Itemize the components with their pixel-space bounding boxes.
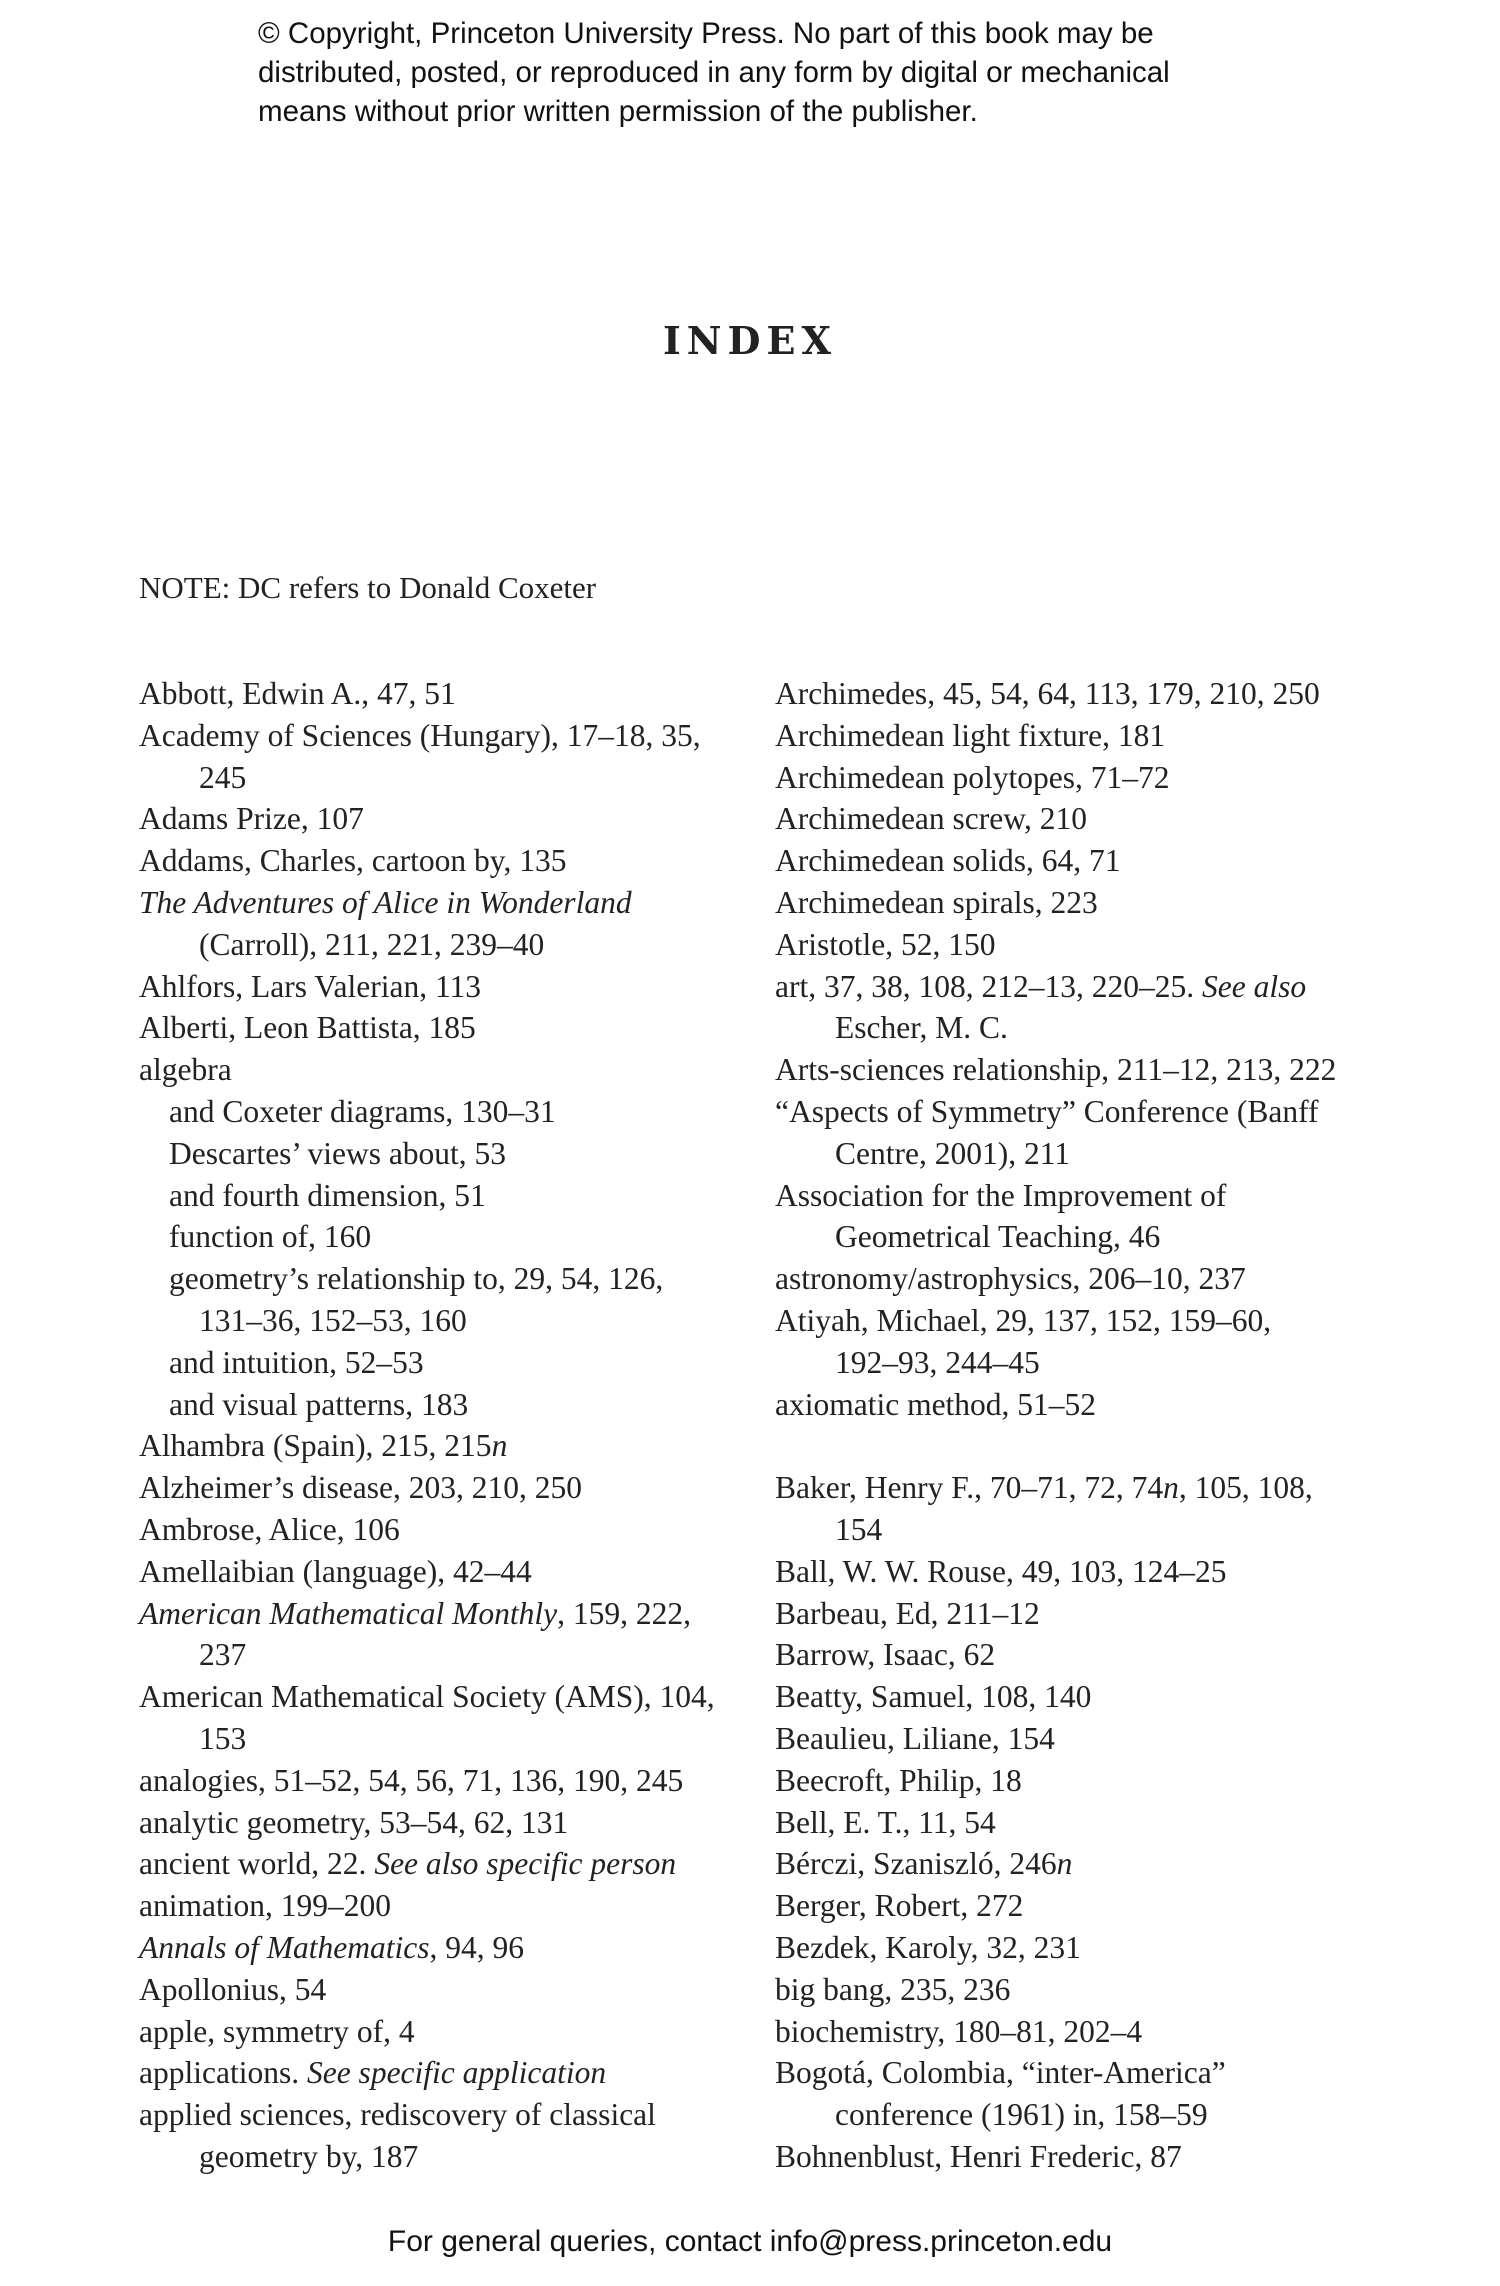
copyright-notice: [258, 14, 1358, 131]
index-entry: [775, 1175, 1415, 1217]
index-entry-text: Arts-sciences relationship, 211–12, 213, 222: [775, 1052, 1337, 1088]
index-entry: [775, 1802, 1415, 1844]
index-entry-text: Barbeau, Ed, 211–12: [775, 1595, 1040, 1631]
index-entry: [775, 1007, 1415, 1049]
index-entry-text: (Carroll), 211, 221, 239–40: [199, 926, 545, 962]
index-entry: [775, 673, 1415, 715]
index-entry-text: big bang, 235, 236: [775, 1971, 1011, 2007]
index-entry-text: applied sciences, rediscovery of classical: [139, 2097, 656, 2133]
index-entry-text: function of, 160: [169, 1219, 372, 1255]
index-entry: [139, 1049, 739, 1091]
index-entry-text: Archimedean solids, 64, 71: [775, 843, 1121, 879]
index-entry: [139, 1718, 739, 1760]
index-entry-text: axiomatic method, 51–52: [775, 1386, 1097, 1422]
index-entry: [775, 1634, 1415, 1676]
index-entry-text: Aristotle, 52, 150: [775, 926, 996, 962]
index-entry: [139, 1927, 739, 1969]
index-entry: [139, 798, 739, 840]
index-entry: [139, 1175, 739, 1217]
index-entry-italic-text: n: [491, 1428, 508, 1464]
index-entry-text: American Mathematical Society (AMS), 104,: [139, 1679, 715, 1715]
index-entry: [775, 1843, 1415, 1885]
index-entry: [139, 966, 739, 1008]
index-entry-text: Baker, Henry F., 70–71, 72, 74: [775, 1470, 1164, 1506]
index-entry: [775, 715, 1415, 757]
index-entry-text: Archimedean spirals, 223: [775, 884, 1098, 920]
index-entry-italic-text: n: [1056, 1846, 1073, 1882]
index-entry-text: Alhambra (Spain), 215, 215: [139, 1428, 492, 1464]
footer-contact: For general queries, contact info@press.princeton.edu: [387, 2225, 1113, 2258]
index-entry-text: Archimedean polytopes, 71–72: [775, 759, 1170, 795]
index-entry-text: Berger, Robert, 272: [775, 1888, 1024, 1924]
index-entry-text: and fourth dimension, 51: [169, 1177, 486, 1213]
index-entry-text: Adams Prize, 107: [139, 801, 364, 837]
index-entry-text: astronomy/astrophysics, 206–10, 237: [775, 1261, 1246, 1297]
index-entry: [139, 924, 739, 966]
index-entry: [139, 715, 739, 757]
index-entry-text: Abbott, Edwin A., 47, 51: [139, 676, 456, 711]
index-entry: [139, 2052, 739, 2094]
index-entry: [775, 840, 1415, 882]
index-entry: [139, 1885, 739, 1927]
page-title: INDEX: [663, 318, 837, 363]
index-entry: [139, 673, 739, 715]
index-entry-text: art, 37, 38, 108, 212–13, 220–25.: [775, 968, 1202, 1004]
index-entry-text: biochemistry, 180–81, 202–4: [775, 2013, 1143, 2049]
index-entry-text: Ball, W. W. Rouse, 49, 103, 124–25: [775, 1553, 1227, 1589]
index-entry: [139, 1551, 739, 1593]
index-entry-text: Bogotá, Colombia, “inter-America”: [775, 2055, 1226, 2091]
index-entry: [775, 2136, 1415, 2178]
index-entry: [775, 2011, 1415, 2053]
index-entry: [775, 1091, 1415, 1133]
index-entry-text: “Aspects of Symmetry” Conference (Banff: [775, 1093, 1319, 1129]
index-entry: [775, 1342, 1415, 1384]
index-column-right: [775, 673, 1415, 2178]
index-entry-text: Archimedean screw, 210: [775, 801, 1087, 837]
index-entry: [775, 2094, 1415, 2136]
index-entry-text: , 159, 222,: [557, 1595, 692, 1631]
index-entry: [139, 1676, 739, 1718]
index-entry: [139, 2011, 739, 2053]
index-entry: [139, 1634, 739, 1676]
index-entry: [775, 966, 1415, 1008]
index-entry: [139, 1425, 739, 1467]
index-entry-text: Alzheimer’s disease, 203, 210, 250: [139, 1470, 582, 1506]
index-entry: [139, 2094, 739, 2136]
index-entry-text: Bezdek, Karoly, 32, 231: [775, 1929, 1081, 1965]
index-entry-italic-text: See also specific person: [374, 1846, 677, 1882]
index-entry: [139, 1467, 739, 1509]
index-entry-text: , 105, 108,: [1178, 1470, 1313, 1506]
index-entry: [139, 1509, 739, 1551]
index-entry-italic-text: Annals of Mathematics: [139, 1929, 430, 1965]
index-entry-text: and visual patterns, 183: [169, 1386, 469, 1422]
index-note: NOTE: DC refers to Donald Coxeter: [139, 570, 597, 605]
index-entry-text: Association for the Improvement of: [775, 1177, 1227, 1213]
index-entry-text: geometry’s relationship to, 29, 54, 126,: [169, 1261, 664, 1297]
index-entry: [139, 882, 739, 924]
index-entry: [775, 1300, 1415, 1342]
index-entry: [775, 1467, 1415, 1509]
index-entry: [139, 757, 739, 799]
index-entry: [139, 1091, 739, 1133]
index-entry-text: Archimedean light fixture, 181: [775, 717, 1166, 753]
index-entry-text: 154: [835, 1511, 883, 1547]
index-entry-text: 245: [199, 759, 247, 795]
index-entry: [775, 1760, 1415, 1802]
index-entry: [775, 1509, 1415, 1551]
index-entry-text: Bohnenblust, Henri Frederic, 87: [775, 2138, 1182, 2174]
index-entry-text: Addams, Charles, cartoon by, 135: [139, 843, 567, 879]
index-entry-text: Alberti, Leon Battista, 185: [139, 1010, 476, 1046]
index-entry-text: conference (1961) in, 158–59: [835, 2097, 1208, 2133]
index-entry-text: and intuition, 52–53: [169, 1344, 424, 1380]
index-entry-text: 192–93, 244–45: [835, 1344, 1040, 1380]
index-entry: [775, 2052, 1415, 2094]
index-entry: [139, 1843, 739, 1885]
index-entry-text: Centre, 2001), 211: [835, 1135, 1071, 1171]
index-entry: [139, 1802, 739, 1844]
index-entry-text: Beatty, Samuel, 108, 140: [775, 1679, 1092, 1715]
index-entry-text: animation, 199–200: [139, 1888, 391, 1924]
index-entry-text: , 94, 96: [429, 1929, 524, 1965]
index-entry-text: algebra: [139, 1052, 232, 1088]
index-entry: [775, 1718, 1415, 1760]
index-entry-text: Amellaibian (language), 42–44: [139, 1553, 532, 1589]
index-entry-text: 131–36, 152–53, 160: [199, 1302, 467, 1338]
index-entry: [139, 1593, 739, 1635]
index-entry: [139, 1216, 739, 1258]
index-entry: [775, 798, 1415, 840]
index-entry-text: Ahlfors, Lars Valerian, 113: [139, 968, 482, 1004]
index-entry: [775, 1593, 1415, 1635]
copyright-line: means without prior written permission of the publisher.: [258, 95, 978, 128]
index-entry: [139, 840, 739, 882]
index-entry-text: ancient world, 22.: [139, 1846, 375, 1882]
copyright-line: distributed, posted, or reproduced in any form by digital or mechanical: [258, 56, 1170, 89]
index-entry-text: 237: [199, 1637, 247, 1673]
index-entry: [139, 1384, 739, 1426]
index-entry-text: Academy of Sciences (Hungary), 17–18, 35,: [139, 717, 701, 753]
index-entry: [775, 1133, 1415, 1175]
index-entry-text: Archimedes, 45, 54, 64, 113, 179, 210, 250: [775, 676, 1320, 711]
index-entry-text: Beaulieu, Liliane, 154: [775, 1720, 1055, 1756]
index-entry: [775, 1676, 1415, 1718]
index-entry: [775, 924, 1415, 966]
index-entry-text: apple, symmetry of, 4: [139, 2013, 415, 2049]
index-entry: [775, 1049, 1415, 1091]
index-entry-text: Apollonius, 54: [139, 1971, 327, 2007]
index-entry: [139, 1258, 739, 1300]
index-entry: [139, 1760, 739, 1802]
index-entry-text: geometry by, 187: [199, 2138, 419, 2174]
index-entry-text: Beecroft, Philip, 18: [775, 1762, 1022, 1798]
index-entry-italic-text: American Mathematical Monthly: [139, 1595, 558, 1631]
index-entry-text: Escher, M. C.: [835, 1010, 1008, 1046]
index-entry-text: Geometrical Teaching, 46: [835, 1219, 1161, 1255]
index-entry: [139, 1342, 739, 1384]
index-entry-text: and Coxeter diagrams, 130–31: [169, 1093, 556, 1129]
index-entry: [775, 882, 1415, 924]
index-entry: [775, 1969, 1415, 2011]
index-entry-text: applications.: [139, 2055, 307, 2091]
index-entry: [775, 1384, 1415, 1426]
index-letter-gap: [775, 1425, 1415, 1467]
index-entry-italic-text: The Adventures of Alice in Wonderland: [139, 884, 632, 920]
index-entry-italic-text: See also: [1201, 968, 1307, 1004]
index-entry-text: Bérczi, Szaniszló, 246: [775, 1846, 1057, 1882]
index-entry-text: 153: [199, 1720, 247, 1756]
index-entry: [775, 1258, 1415, 1300]
index-entry-text: Bell, E. T., 11, 54: [775, 1804, 996, 1840]
index-entry-text: analytic geometry, 53–54, 62, 131: [139, 1804, 569, 1840]
copyright-line: © Copyright, Princeton University Press. No part of this book may be: [258, 17, 1154, 50]
index-entry-text: analogies, 51–52, 54, 56, 71, 136, 190, 245: [139, 1762, 684, 1798]
index-entry-text: Barrow, Isaac, 62: [775, 1637, 996, 1673]
index-entry: [139, 2136, 739, 2178]
index-entry: [775, 1885, 1415, 1927]
index-column-left: [139, 673, 739, 2178]
index-entry: [139, 1007, 739, 1049]
index-entry: [775, 757, 1415, 799]
index-entry: [775, 1551, 1415, 1593]
index-entry: [139, 1133, 739, 1175]
index-entry: [775, 1216, 1415, 1258]
index-entry-text: Atiyah, Michael, 29, 137, 152, 159–60,: [775, 1302, 1272, 1338]
index-entry-italic-text: See specific application: [306, 2055, 607, 2091]
index-entry-italic-text: n: [1163, 1470, 1179, 1506]
index-entry-text: Descartes’ views about, 53: [169, 1135, 507, 1171]
index-entry: [139, 1300, 739, 1342]
index-entry: [139, 1969, 739, 2011]
index-entry: [775, 1927, 1415, 1969]
index-entry-text: Ambrose, Alice, 106: [139, 1511, 400, 1547]
